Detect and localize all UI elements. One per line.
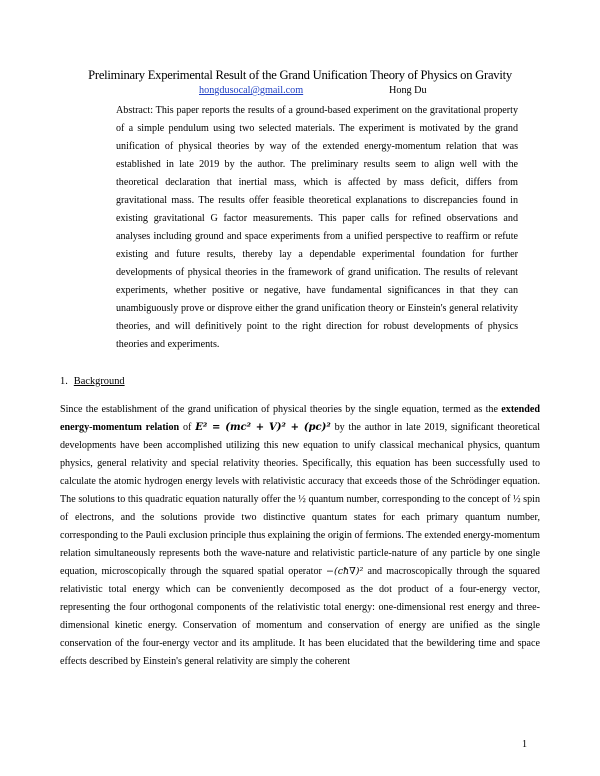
page-number: 1 [522,739,528,750]
main-equation: E² = (mc² + V)² + (pc)² [195,422,331,433]
body-intro: Since the establishment of the grand unification of physical theories by the single equation, termed as the [60,404,498,415]
body-paragraph [60,401,540,671]
body-of: of [183,422,192,433]
paper-title: Preliminary Experimental Result of the Grand Unification Theory of Physics on Gravity [88,68,512,82]
body-rest: by the author in late 2019, significant theoretical developments have been accomplished utilizing this new equation to unify classical mechanical physics, quantum physics, general relativity and special relativity theories. Specifically, this equation has been successfully used to calculate the atomic hydrogen energy levels with relativistic accuracy that exceeds those of the Schrödinger equation. The solutions to this quadratic equation naturally offer the ½ quantum number, corresponding to the concept of ½ spin of electrons, and the solutions provide two distinctive quantum states for each primary quantum number, corresponding to the Pauli exclusion principle thus explaining the origin of fermions. The extended energy-momentum relation simultaneously represents both the wave-nature and relativistic particle-nature of any particle by one single equation, microscopically through the squared spatial operator [60,422,540,577]
operator-equation: −(cħ∇)² [326,566,364,577]
section-heading [60,375,125,389]
body-end: and macroscopically through the squared relativistic total energy which can be conveniently decomposed as the dot product of a four-energy vector, representing the four orthogonal components of the relativistic total energy: one-dimensional rest energy and three-dimensional kinetic energy. Conservation of momentum and conservation of energy are unified as the single conservation of the four-energy vector and its amplitude. It has been elucidated that the bewildering time and space effects described by Einstein's general relativity are simply the coherent [60,566,540,667]
author-email-link[interactable]: hongdusocal@gmail.com [199,85,304,96]
section-number: 1. [60,376,68,387]
author-name: Hong Du [389,85,427,96]
author-line [0,84,600,98]
term-bold: extended energy-momentum relation [60,404,540,433]
abstract: Abstract: This paper reports the results of a ground-based experiment on the gravitational property of a simple pendulum using two selected materials. The experiment is motivated by the grand unification of physical theories by way of the extended energy-momentum relation that was established in late 2019 by the author. The preliminary results seem to align well with the theoretical declaration that inertial mass, which is affected by mass deficit, differs from gravitational mass. The results offer feasible theoretical explanations to discrepancies found in existing gravitational G factor measurements. This paper calls for refined observations and analyses including ground and space experiments from a unified perspective to reaffirm or refute existing and future results, thereby lay a dependable experimental foundation for further developments of physical theories in the framework of grand unification. The results of relevant experiments, whether positive or negative, have fundamental significances in that they can unambiguously prove or disprove either the grand unification theory or Einstein's general relativity theories, and will definitively point to the right direction for robust developments of physics theories and experiments. [116,105,518,350]
section-title: Background [73,376,125,387]
